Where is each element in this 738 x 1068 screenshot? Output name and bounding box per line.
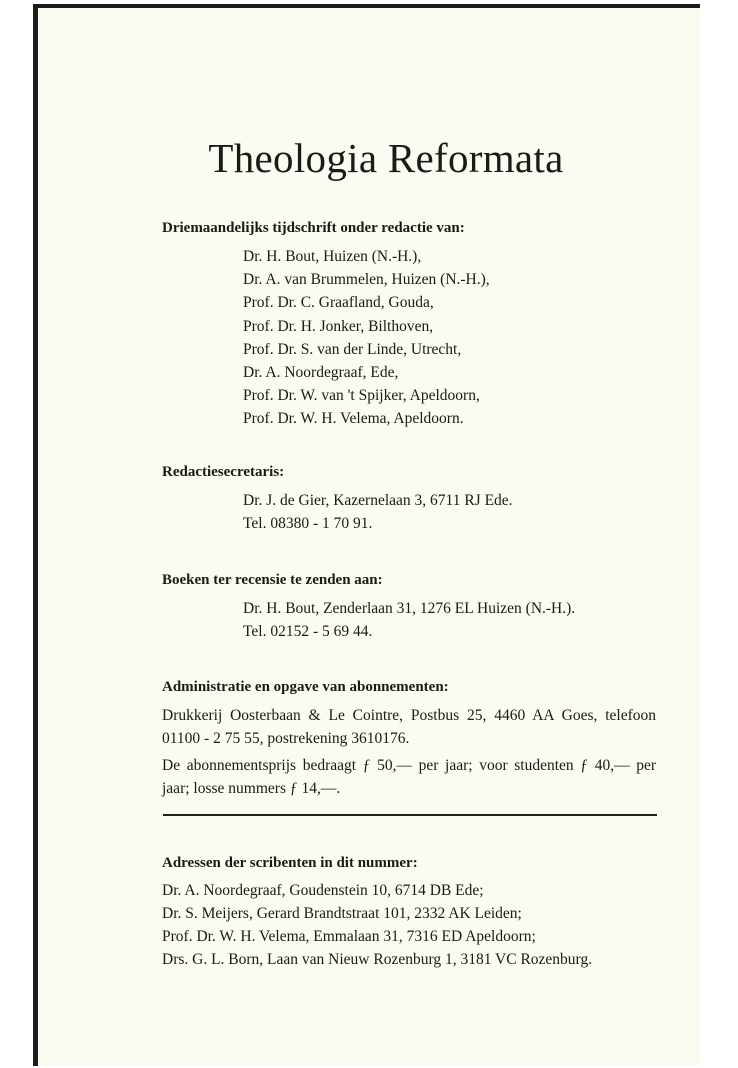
administration-contact: Drukkerij Oosterbaan & Le Cointre, Postbus 25, 4460 AA Goes, telefoon 01100 - 2 75 55, postrekening 3610176. <box>162 707 656 747</box>
editor-name: Prof. Dr. S. van der Linde, Utrecht, <box>243 340 462 358</box>
authors-list <box>162 879 592 971</box>
secretary-address <box>243 489 513 535</box>
author-address: Drs. G. L. Born, Laan van Nieuw Rozenburg 1, 3181 VC Rozenburg. <box>162 951 593 968</box>
author-address: Dr. A. Noordegraaf, Goudenstein 10, 6714 DB Ede; <box>162 882 484 899</box>
editor-name: Prof. Dr. W. van 't Spijker, Apeldoorn, <box>243 387 480 405</box>
secretary-line: Dr. J. de Gier, Kazernelaan 3, 6711 RJ Ede. <box>243 492 513 509</box>
editor-name: Dr. A. van Brummelen, Huizen (N.-H.), <box>243 271 490 289</box>
editor-name: Prof. Dr. W. H. Velema, Apeldoorn. <box>243 410 464 428</box>
editor-name: Dr. A. Noordegraaf, Ede, <box>243 364 399 382</box>
reviews-line: Tel. 02152 - 5 69 44. <box>243 623 373 641</box>
editor-name: Prof. Dr. H. Jonker, Bilthoven, <box>243 317 434 335</box>
editors-list <box>243 245 490 431</box>
journal-page <box>33 4 700 1066</box>
author-address: Dr. S. Meijers, Gerard Brandtstraat 101, 2332 AK Leiden; <box>162 905 522 922</box>
reviews-line: Dr. H. Bout, Zenderlaan 31, 1276 EL Huizen (N.-H.). <box>243 600 576 617</box>
reviews-heading: Boeken ter recensie te zenden aan: <box>162 572 383 588</box>
secretary-heading: Redactiesecretaris: <box>162 464 285 480</box>
editors-heading: Driemaandelijks tijdschrift onder redactie van: <box>162 220 465 236</box>
author-address: Prof. Dr. W. H. Velema, Emmalaan 31, 7316 ED Apeldoorn; <box>162 928 536 945</box>
administration-heading: Administratie en opgave van abonnementen: <box>162 679 449 695</box>
reviews-address <box>243 597 575 643</box>
authors-heading: Adressen der scribenten in dit nummer: <box>162 855 418 871</box>
journal-title: Theologia Reformata <box>208 135 564 181</box>
divider <box>163 814 657 816</box>
secretary-line: Tel. 08380 - 1 70 91. <box>243 515 373 533</box>
subscription-price: De abonnementsprijs bedraagt ƒ 50,— per jaar; voor studenten ƒ 40,— per jaar; losse nummers ƒ 14,—. <box>162 757 656 797</box>
editor-name: Prof. Dr. C. Graafland, Gouda, <box>243 294 434 312</box>
editor-name: Dr. H. Bout, Huizen (N.-H.), <box>243 248 422 265</box>
